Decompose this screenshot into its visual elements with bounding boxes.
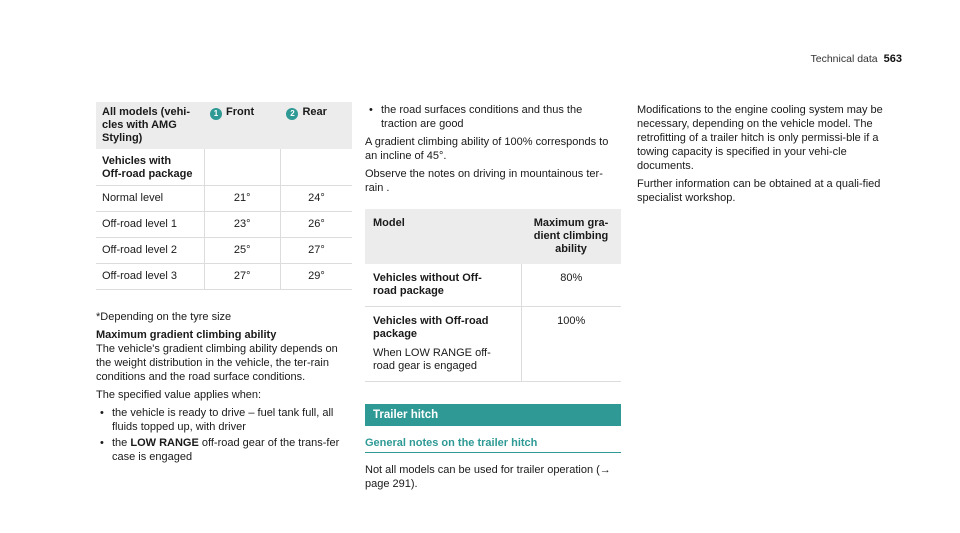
gradient-table [365, 209, 621, 382]
footnote: *Depending on the tyre size [96, 311, 232, 323]
paragraph: A gradient climbing ability of 100% corresponds to an incline of 45°. [365, 136, 609, 162]
paragraph: The vehicle's gradient climbing ability depends on the weight distribution in the vehicle, the ter-rain conditions and the road surface conditions. [96, 343, 338, 383]
paragraph: Modifications to the engine cooling system may be necessary, depending on the vehicle model. The retrofitting of a trailer hitch is only permissi-ble if a towing capacity is specified in your vehi-cle documents. [637, 104, 883, 172]
column-right [637, 103, 887, 209]
page-header [748, 52, 902, 66]
header-all-models: All models (vehi- cles with AMG Styling) [102, 106, 191, 144]
header-model: Model [373, 217, 405, 229]
table-row: Vehicles with Off-road package When LOW RANGE off- road gear is engaged 100% [365, 307, 621, 382]
page-number: 563 [883, 53, 902, 65]
table-header-row [96, 102, 352, 149]
table-row: Off-road level 3 27° 29° [96, 264, 352, 290]
list-item: • the road surfaces conditions and thus the traction are good [365, 103, 621, 131]
table-row: Vehicles without Off- road package 80% [365, 264, 621, 307]
paragraph: Not all models can be used for trailer operation (→ page 291). [365, 464, 611, 490]
paragraph: The specified value applies when: [96, 389, 262, 401]
bullet-list [365, 103, 621, 131]
table-row: Off-road level 2 25° 27° [96, 238, 352, 264]
section-title-trailer-hitch: Trailer hitch [365, 404, 621, 426]
table-row: Off-road level 1 23° 26° [96, 212, 352, 238]
list-item: • the LOW RANGE off-road gear of the trans-fer case is engaged [96, 436, 352, 464]
list-item: • the vehicle is ready to drive – fuel tank full, all fluids topped up, with driver [96, 406, 352, 434]
bullet-list [96, 406, 352, 464]
callout-1-icon: 1 [210, 108, 222, 120]
section-name: Technical data [810, 53, 878, 65]
header-rear: 2 Rear [280, 102, 352, 149]
callout-2-icon: 2 [286, 108, 298, 120]
column-middle [365, 103, 621, 495]
approach-angle-table [96, 102, 352, 290]
subsection-title: General notes on the trailer hitch [365, 426, 621, 453]
table-subhead-row [96, 149, 352, 186]
header-max-gradient: Maximum gra- dient climbing ability [533, 217, 609, 255]
paragraph: Observe the notes on driving in mountainous ter-rain . [365, 168, 603, 194]
column-left [96, 102, 352, 468]
table-header-row [365, 209, 621, 264]
subhead-offroad: Vehicles with Off-road package [96, 149, 204, 186]
heading-gradient: Maximum gradient climbing ability [96, 329, 277, 341]
table-row: Normal level 21° 24° [96, 186, 352, 212]
header-front: 1 Front [204, 102, 280, 149]
paragraph: Further information can be obtained at a quali-fied specialist workshop. [637, 178, 881, 204]
